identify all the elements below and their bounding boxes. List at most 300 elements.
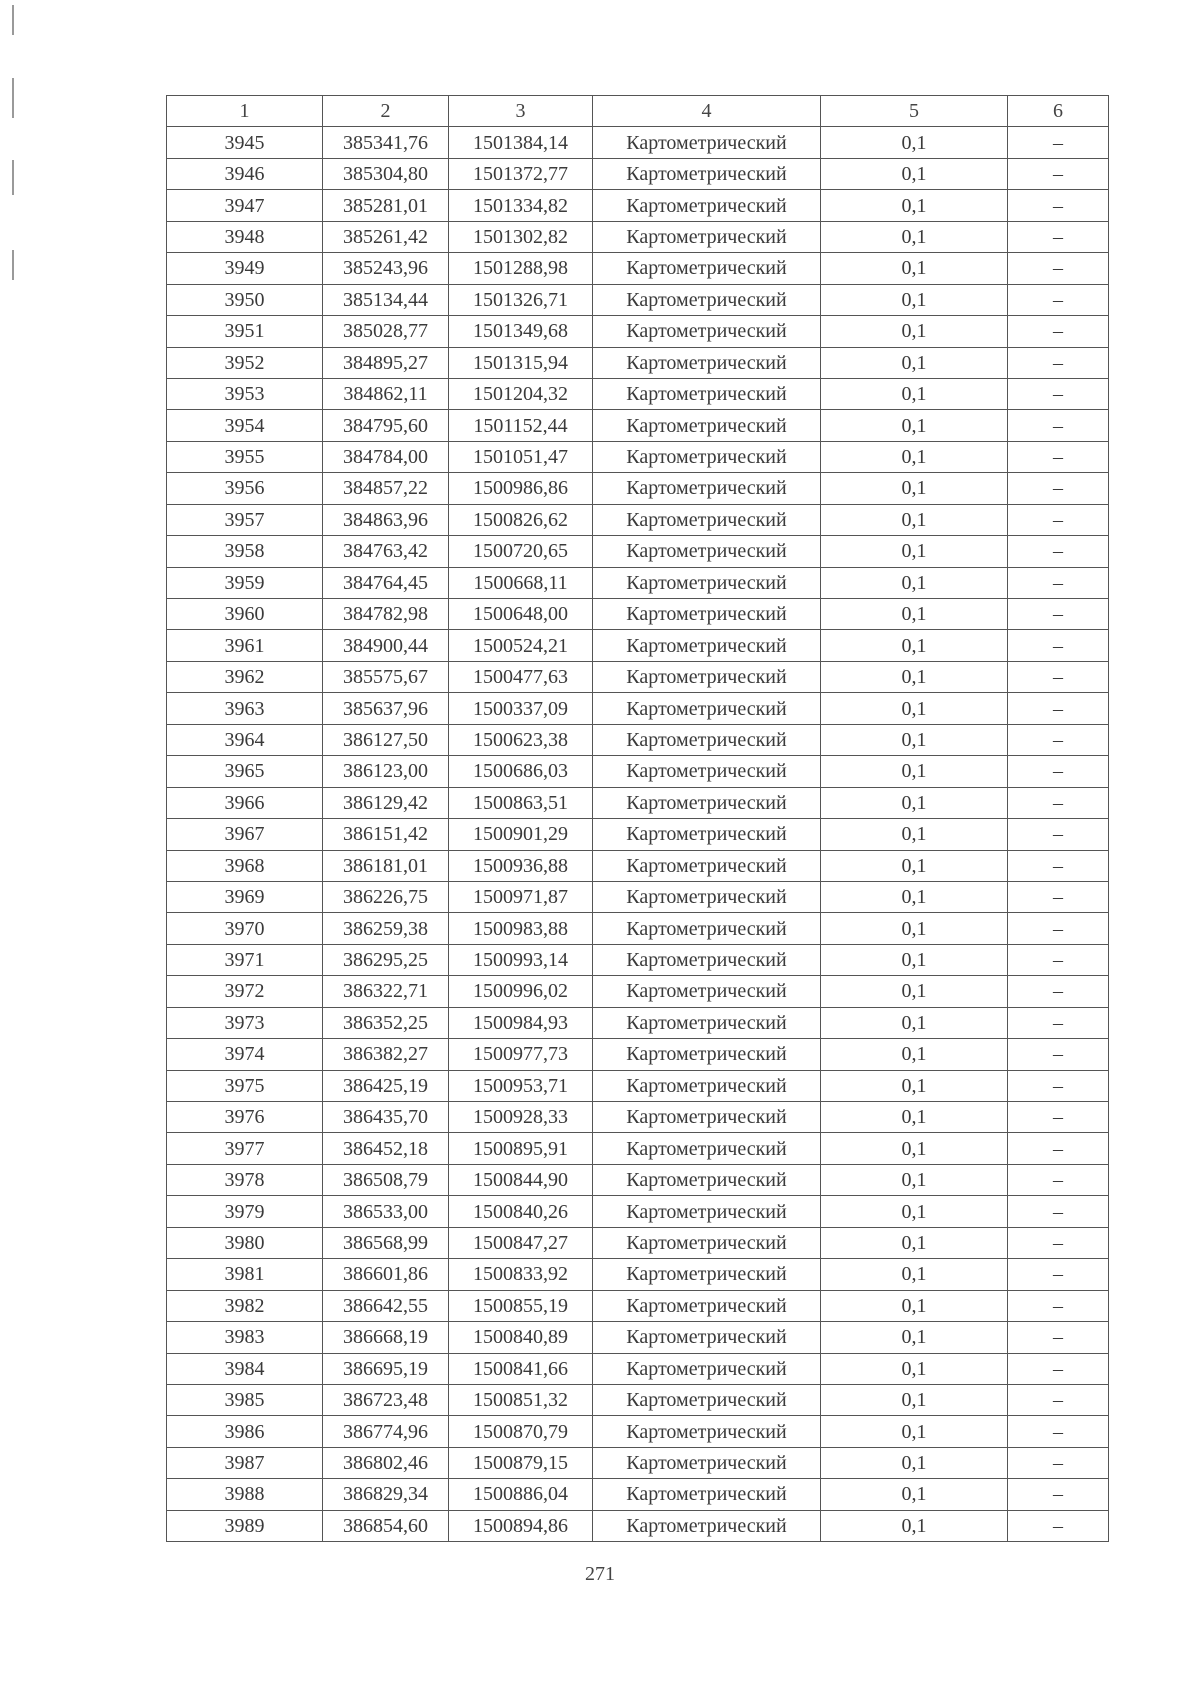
x-coordinate-cell: 385134,44 bbox=[323, 284, 449, 315]
accuracy-cell: 0,1 bbox=[821, 441, 1008, 472]
method-cell: Картометрический bbox=[593, 850, 821, 881]
point-number-cell: 3985 bbox=[167, 1384, 323, 1415]
point-number-cell: 3956 bbox=[167, 473, 323, 504]
table-row bbox=[167, 1196, 1109, 1227]
y-coordinate-cell: 1500928,33 bbox=[449, 1102, 593, 1133]
y-coordinate-cell: 1500623,38 bbox=[449, 724, 593, 755]
method-cell: Картометрический bbox=[593, 1416, 821, 1447]
x-coordinate-cell: 386226,75 bbox=[323, 881, 449, 912]
y-coordinate-cell: 1500886,04 bbox=[449, 1479, 593, 1510]
scan-artifact-mark bbox=[12, 78, 14, 118]
table-row bbox=[167, 630, 1109, 661]
accuracy-cell: 0,1 bbox=[821, 253, 1008, 284]
note-cell: – bbox=[1008, 1259, 1109, 1290]
y-coordinate-cell: 1500648,00 bbox=[449, 599, 593, 630]
column-header: 5 bbox=[821, 96, 1008, 127]
point-number-cell: 3973 bbox=[167, 1007, 323, 1038]
table-row bbox=[167, 944, 1109, 975]
accuracy-cell: 0,1 bbox=[821, 1479, 1008, 1510]
y-coordinate-cell: 1501288,98 bbox=[449, 253, 593, 284]
table-row bbox=[167, 1416, 1109, 1447]
method-cell: Картометрический bbox=[593, 567, 821, 598]
y-coordinate-cell: 1501334,82 bbox=[449, 190, 593, 221]
point-number-cell: 3945 bbox=[167, 127, 323, 158]
accuracy-cell: 0,1 bbox=[821, 127, 1008, 158]
table-row bbox=[167, 158, 1109, 189]
note-cell: – bbox=[1008, 1384, 1109, 1415]
table-row bbox=[167, 599, 1109, 630]
note-cell: – bbox=[1008, 410, 1109, 441]
table-row bbox=[167, 976, 1109, 1007]
table-row bbox=[167, 347, 1109, 378]
x-coordinate-cell: 386802,46 bbox=[323, 1447, 449, 1478]
method-cell: Картометрический bbox=[593, 881, 821, 912]
x-coordinate-cell: 386151,42 bbox=[323, 819, 449, 850]
point-number-cell: 3988 bbox=[167, 1479, 323, 1510]
x-coordinate-cell: 386829,34 bbox=[323, 1479, 449, 1510]
note-cell: – bbox=[1008, 1070, 1109, 1101]
note-cell: – bbox=[1008, 567, 1109, 598]
point-number-cell: 3954 bbox=[167, 410, 323, 441]
x-coordinate-cell: 386382,27 bbox=[323, 1039, 449, 1070]
method-cell: Картометрический bbox=[593, 158, 821, 189]
note-cell: – bbox=[1008, 1353, 1109, 1384]
note-cell: – bbox=[1008, 1133, 1109, 1164]
accuracy-cell: 0,1 bbox=[821, 1133, 1008, 1164]
y-coordinate-cell: 1500983,88 bbox=[449, 913, 593, 944]
method-cell: Картометрический bbox=[593, 976, 821, 1007]
scan-artifact-mark bbox=[12, 250, 14, 280]
x-coordinate-cell: 386123,00 bbox=[323, 756, 449, 787]
point-number-cell: 3958 bbox=[167, 536, 323, 567]
accuracy-cell: 0,1 bbox=[821, 819, 1008, 850]
table-row bbox=[167, 284, 1109, 315]
accuracy-cell: 0,1 bbox=[821, 567, 1008, 598]
x-coordinate-cell: 384895,27 bbox=[323, 347, 449, 378]
x-coordinate-cell: 386601,86 bbox=[323, 1259, 449, 1290]
x-coordinate-cell: 384900,44 bbox=[323, 630, 449, 661]
accuracy-cell: 0,1 bbox=[821, 724, 1008, 755]
point-number-cell: 3953 bbox=[167, 378, 323, 409]
method-cell: Картометрический bbox=[593, 1227, 821, 1258]
method-cell: Картометрический bbox=[593, 1384, 821, 1415]
y-coordinate-cell: 1500826,62 bbox=[449, 504, 593, 535]
point-number-cell: 3986 bbox=[167, 1416, 323, 1447]
point-number-cell: 3989 bbox=[167, 1510, 323, 1541]
table-row bbox=[167, 1353, 1109, 1384]
method-cell: Картометрический bbox=[593, 913, 821, 944]
method-cell: Картометрический bbox=[593, 1070, 821, 1101]
y-coordinate-cell: 1501302,82 bbox=[449, 221, 593, 252]
note-cell: – bbox=[1008, 787, 1109, 818]
point-number-cell: 3984 bbox=[167, 1353, 323, 1384]
table-row bbox=[167, 661, 1109, 692]
column-header: 4 bbox=[593, 96, 821, 127]
accuracy-cell: 0,1 bbox=[821, 976, 1008, 1007]
note-cell: – bbox=[1008, 536, 1109, 567]
method-cell: Картометрический bbox=[593, 599, 821, 630]
x-coordinate-cell: 386452,18 bbox=[323, 1133, 449, 1164]
y-coordinate-cell: 1500953,71 bbox=[449, 1070, 593, 1101]
accuracy-cell: 0,1 bbox=[821, 913, 1008, 944]
table-row bbox=[167, 1447, 1109, 1478]
x-coordinate-cell: 385304,80 bbox=[323, 158, 449, 189]
note-cell: – bbox=[1008, 1510, 1109, 1541]
point-number-cell: 3961 bbox=[167, 630, 323, 661]
method-cell: Картометрический bbox=[593, 1133, 821, 1164]
point-number-cell: 3977 bbox=[167, 1133, 323, 1164]
table-row bbox=[167, 787, 1109, 818]
y-coordinate-cell: 1500844,90 bbox=[449, 1164, 593, 1195]
x-coordinate-cell: 386508,79 bbox=[323, 1164, 449, 1195]
accuracy-cell: 0,1 bbox=[821, 504, 1008, 535]
page-number: 271 bbox=[585, 1563, 615, 1585]
x-coordinate-cell: 384863,96 bbox=[323, 504, 449, 535]
accuracy-cell: 0,1 bbox=[821, 1290, 1008, 1321]
point-number-cell: 3972 bbox=[167, 976, 323, 1007]
point-number-cell: 3962 bbox=[167, 661, 323, 692]
method-cell: Картометрический bbox=[593, 630, 821, 661]
note-cell: – bbox=[1008, 944, 1109, 975]
table-row bbox=[167, 1133, 1109, 1164]
method-cell: Картометрический bbox=[593, 1007, 821, 1038]
x-coordinate-cell: 386129,42 bbox=[323, 787, 449, 818]
point-number-cell: 3987 bbox=[167, 1447, 323, 1478]
accuracy-cell: 0,1 bbox=[821, 158, 1008, 189]
table-row bbox=[167, 1510, 1109, 1541]
point-number-cell: 3979 bbox=[167, 1196, 323, 1227]
accuracy-cell: 0,1 bbox=[821, 284, 1008, 315]
method-cell: Картометрический bbox=[593, 1039, 821, 1070]
point-number-cell: 3963 bbox=[167, 693, 323, 724]
method-cell: Картометрический bbox=[593, 1353, 821, 1384]
method-cell: Картометрический bbox=[593, 473, 821, 504]
method-cell: Картометрический bbox=[593, 819, 821, 850]
y-coordinate-cell: 1500855,19 bbox=[449, 1290, 593, 1321]
table-row bbox=[167, 1039, 1109, 1070]
method-cell: Картометрический bbox=[593, 536, 821, 567]
y-coordinate-cell: 1500901,29 bbox=[449, 819, 593, 850]
y-coordinate-cell: 1500841,66 bbox=[449, 1353, 593, 1384]
note-cell: – bbox=[1008, 473, 1109, 504]
scan-artifact-mark bbox=[12, 160, 14, 195]
accuracy-cell: 0,1 bbox=[821, 850, 1008, 881]
table-row bbox=[167, 1259, 1109, 1290]
table-row bbox=[167, 1227, 1109, 1258]
x-coordinate-cell: 385243,96 bbox=[323, 253, 449, 284]
note-cell: – bbox=[1008, 1102, 1109, 1133]
method-cell: Картометрический bbox=[593, 1447, 821, 1478]
note-cell: – bbox=[1008, 1290, 1109, 1321]
note-cell: – bbox=[1008, 724, 1109, 755]
point-number-cell: 3967 bbox=[167, 819, 323, 850]
accuracy-cell: 0,1 bbox=[821, 630, 1008, 661]
point-number-cell: 3978 bbox=[167, 1164, 323, 1195]
method-cell: Картометрический bbox=[593, 504, 821, 535]
x-coordinate-cell: 384857,22 bbox=[323, 473, 449, 504]
y-coordinate-cell: 1500996,02 bbox=[449, 976, 593, 1007]
point-number-cell: 3949 bbox=[167, 253, 323, 284]
table-row bbox=[167, 504, 1109, 535]
y-coordinate-cell: 1500477,63 bbox=[449, 661, 593, 692]
point-number-cell: 3955 bbox=[167, 441, 323, 472]
point-number-cell: 3950 bbox=[167, 284, 323, 315]
point-number-cell: 3960 bbox=[167, 599, 323, 630]
point-number-cell: 3982 bbox=[167, 1290, 323, 1321]
x-coordinate-cell: 384763,42 bbox=[323, 536, 449, 567]
table-row bbox=[167, 1007, 1109, 1038]
method-cell: Картометрический bbox=[593, 316, 821, 347]
note-cell: – bbox=[1008, 1447, 1109, 1478]
table-row bbox=[167, 881, 1109, 912]
method-cell: Картометрический bbox=[593, 1196, 821, 1227]
y-coordinate-cell: 1501384,14 bbox=[449, 127, 593, 158]
note-cell: – bbox=[1008, 504, 1109, 535]
note-cell: – bbox=[1008, 284, 1109, 315]
accuracy-cell: 0,1 bbox=[821, 410, 1008, 441]
y-coordinate-cell: 1500895,91 bbox=[449, 1133, 593, 1164]
point-number-cell: 3969 bbox=[167, 881, 323, 912]
accuracy-cell: 0,1 bbox=[821, 473, 1008, 504]
method-cell: Картометрический bbox=[593, 410, 821, 441]
note-cell: – bbox=[1008, 1039, 1109, 1070]
accuracy-cell: 0,1 bbox=[821, 1259, 1008, 1290]
y-coordinate-cell: 1500840,26 bbox=[449, 1196, 593, 1227]
note-cell: – bbox=[1008, 756, 1109, 787]
y-coordinate-cell: 1501315,94 bbox=[449, 347, 593, 378]
point-number-cell: 3946 bbox=[167, 158, 323, 189]
y-coordinate-cell: 1500971,87 bbox=[449, 881, 593, 912]
y-coordinate-cell: 1500993,14 bbox=[449, 944, 593, 975]
table-row bbox=[167, 441, 1109, 472]
method-cell: Картометрический bbox=[593, 724, 821, 755]
x-coordinate-cell: 384764,45 bbox=[323, 567, 449, 598]
table-row bbox=[167, 567, 1109, 598]
x-coordinate-cell: 385575,67 bbox=[323, 661, 449, 692]
note-cell: – bbox=[1008, 1164, 1109, 1195]
table-row bbox=[167, 693, 1109, 724]
y-coordinate-cell: 1500833,92 bbox=[449, 1259, 593, 1290]
method-cell: Картометрический bbox=[593, 221, 821, 252]
note-cell: – bbox=[1008, 347, 1109, 378]
method-cell: Картометрический bbox=[593, 190, 821, 221]
point-number-cell: 3968 bbox=[167, 850, 323, 881]
x-coordinate-cell: 386568,99 bbox=[323, 1227, 449, 1258]
point-number-cell: 3983 bbox=[167, 1322, 323, 1353]
method-cell: Картометрический bbox=[593, 1102, 821, 1133]
accuracy-cell: 0,1 bbox=[821, 378, 1008, 409]
column-header: 6 bbox=[1008, 96, 1109, 127]
scan-artifact-mark bbox=[12, 5, 14, 35]
x-coordinate-cell: 386322,71 bbox=[323, 976, 449, 1007]
note-cell: – bbox=[1008, 1007, 1109, 1038]
table-row bbox=[167, 253, 1109, 284]
method-cell: Картометрический bbox=[593, 661, 821, 692]
y-coordinate-cell: 1500686,03 bbox=[449, 756, 593, 787]
accuracy-cell: 0,1 bbox=[821, 536, 1008, 567]
table-row bbox=[167, 1479, 1109, 1510]
table-row bbox=[167, 190, 1109, 221]
note-cell: – bbox=[1008, 221, 1109, 252]
x-coordinate-cell: 384862,11 bbox=[323, 378, 449, 409]
method-cell: Картометрический bbox=[593, 1259, 821, 1290]
note-cell: – bbox=[1008, 316, 1109, 347]
y-coordinate-cell: 1501204,32 bbox=[449, 378, 593, 409]
x-coordinate-cell: 386425,19 bbox=[323, 1070, 449, 1101]
note-cell: – bbox=[1008, 881, 1109, 912]
y-coordinate-cell: 1500863,51 bbox=[449, 787, 593, 818]
x-coordinate-cell: 386668,19 bbox=[323, 1322, 449, 1353]
note-cell: – bbox=[1008, 819, 1109, 850]
y-coordinate-cell: 1501372,77 bbox=[449, 158, 593, 189]
x-coordinate-cell: 384782,98 bbox=[323, 599, 449, 630]
y-coordinate-cell: 1500984,93 bbox=[449, 1007, 593, 1038]
table-row bbox=[167, 536, 1109, 567]
x-coordinate-cell: 386352,25 bbox=[323, 1007, 449, 1038]
x-coordinate-cell: 386774,96 bbox=[323, 1416, 449, 1447]
method-cell: Картометрический bbox=[593, 1479, 821, 1510]
x-coordinate-cell: 386295,25 bbox=[323, 944, 449, 975]
accuracy-cell: 0,1 bbox=[821, 1102, 1008, 1133]
accuracy-cell: 0,1 bbox=[821, 221, 1008, 252]
x-coordinate-cell: 385261,42 bbox=[323, 221, 449, 252]
x-coordinate-cell: 385028,77 bbox=[323, 316, 449, 347]
table-row bbox=[167, 756, 1109, 787]
accuracy-cell: 0,1 bbox=[821, 1196, 1008, 1227]
point-number-cell: 3966 bbox=[167, 787, 323, 818]
accuracy-cell: 0,1 bbox=[821, 599, 1008, 630]
x-coordinate-cell: 386854,60 bbox=[323, 1510, 449, 1541]
method-cell: Картометрический bbox=[593, 127, 821, 158]
accuracy-cell: 0,1 bbox=[821, 1353, 1008, 1384]
point-number-cell: 3964 bbox=[167, 724, 323, 755]
x-coordinate-cell: 385637,96 bbox=[323, 693, 449, 724]
accuracy-cell: 0,1 bbox=[821, 316, 1008, 347]
accuracy-cell: 0,1 bbox=[821, 1322, 1008, 1353]
table-header-row bbox=[167, 96, 1109, 127]
table-row bbox=[167, 724, 1109, 755]
y-coordinate-cell: 1500879,15 bbox=[449, 1447, 593, 1478]
note-cell: – bbox=[1008, 913, 1109, 944]
x-coordinate-cell: 384784,00 bbox=[323, 441, 449, 472]
note-cell: – bbox=[1008, 1479, 1109, 1510]
y-coordinate-cell: 1500936,88 bbox=[449, 850, 593, 881]
note-cell: – bbox=[1008, 253, 1109, 284]
x-coordinate-cell: 386435,70 bbox=[323, 1102, 449, 1133]
y-coordinate-cell: 1501349,68 bbox=[449, 316, 593, 347]
x-coordinate-cell: 385341,76 bbox=[323, 127, 449, 158]
x-coordinate-cell: 386127,50 bbox=[323, 724, 449, 755]
accuracy-cell: 0,1 bbox=[821, 1164, 1008, 1195]
note-cell: – bbox=[1008, 441, 1109, 472]
table-row bbox=[167, 316, 1109, 347]
table-row bbox=[167, 913, 1109, 944]
y-coordinate-cell: 1500720,65 bbox=[449, 536, 593, 567]
y-coordinate-cell: 1500847,27 bbox=[449, 1227, 593, 1258]
x-coordinate-cell: 385281,01 bbox=[323, 190, 449, 221]
accuracy-cell: 0,1 bbox=[821, 1510, 1008, 1541]
point-number-cell: 3974 bbox=[167, 1039, 323, 1070]
method-cell: Картометрический bbox=[593, 693, 821, 724]
table-row bbox=[167, 1290, 1109, 1321]
method-cell: Картометрический bbox=[593, 378, 821, 409]
accuracy-cell: 0,1 bbox=[821, 944, 1008, 975]
y-coordinate-cell: 1500894,86 bbox=[449, 1510, 593, 1541]
y-coordinate-cell: 1500977,73 bbox=[449, 1039, 593, 1070]
note-cell: – bbox=[1008, 378, 1109, 409]
table-row bbox=[167, 1102, 1109, 1133]
table-row bbox=[167, 1322, 1109, 1353]
note-cell: – bbox=[1008, 1322, 1109, 1353]
accuracy-cell: 0,1 bbox=[821, 693, 1008, 724]
column-header: 1 bbox=[167, 96, 323, 127]
table-row bbox=[167, 473, 1109, 504]
point-number-cell: 3970 bbox=[167, 913, 323, 944]
point-number-cell: 3981 bbox=[167, 1259, 323, 1290]
note-cell: – bbox=[1008, 976, 1109, 1007]
point-number-cell: 3951 bbox=[167, 316, 323, 347]
accuracy-cell: 0,1 bbox=[821, 1039, 1008, 1070]
y-coordinate-cell: 1500870,79 bbox=[449, 1416, 593, 1447]
method-cell: Картометрический bbox=[593, 284, 821, 315]
note-cell: – bbox=[1008, 158, 1109, 189]
y-coordinate-cell: 1500524,21 bbox=[449, 630, 593, 661]
note-cell: – bbox=[1008, 693, 1109, 724]
method-cell: Картометрический bbox=[593, 1322, 821, 1353]
y-coordinate-cell: 1500851,32 bbox=[449, 1384, 593, 1415]
accuracy-cell: 0,1 bbox=[821, 1007, 1008, 1038]
accuracy-cell: 0,1 bbox=[821, 1447, 1008, 1478]
note-cell: – bbox=[1008, 599, 1109, 630]
column-header: 3 bbox=[449, 96, 593, 127]
method-cell: Картометрический bbox=[593, 944, 821, 975]
table-row bbox=[167, 410, 1109, 441]
accuracy-cell: 0,1 bbox=[821, 1070, 1008, 1101]
point-number-cell: 3965 bbox=[167, 756, 323, 787]
table-row bbox=[167, 221, 1109, 252]
x-coordinate-cell: 386259,38 bbox=[323, 913, 449, 944]
method-cell: Картометрический bbox=[593, 1164, 821, 1195]
y-coordinate-cell: 1501326,71 bbox=[449, 284, 593, 315]
accuracy-cell: 0,1 bbox=[821, 1416, 1008, 1447]
table-row bbox=[167, 1384, 1109, 1415]
note-cell: – bbox=[1008, 850, 1109, 881]
note-cell: – bbox=[1008, 190, 1109, 221]
accuracy-cell: 0,1 bbox=[821, 1227, 1008, 1258]
point-number-cell: 3975 bbox=[167, 1070, 323, 1101]
note-cell: – bbox=[1008, 1227, 1109, 1258]
accuracy-cell: 0,1 bbox=[821, 881, 1008, 912]
accuracy-cell: 0,1 bbox=[821, 1384, 1008, 1415]
note-cell: – bbox=[1008, 661, 1109, 692]
table-row bbox=[167, 1164, 1109, 1195]
method-cell: Картометрический bbox=[593, 1290, 821, 1321]
y-coordinate-cell: 1500337,09 bbox=[449, 693, 593, 724]
accuracy-cell: 0,1 bbox=[821, 347, 1008, 378]
method-cell: Картометрический bbox=[593, 756, 821, 787]
table-row bbox=[167, 819, 1109, 850]
y-coordinate-cell: 1501051,47 bbox=[449, 441, 593, 472]
accuracy-cell: 0,1 bbox=[821, 756, 1008, 787]
point-number-cell: 3952 bbox=[167, 347, 323, 378]
coordinates-table bbox=[166, 95, 1109, 1542]
x-coordinate-cell: 386723,48 bbox=[323, 1384, 449, 1415]
y-coordinate-cell: 1500840,89 bbox=[449, 1322, 593, 1353]
method-cell: Картометрический bbox=[593, 253, 821, 284]
x-coordinate-cell: 386181,01 bbox=[323, 850, 449, 881]
y-coordinate-cell: 1500986,86 bbox=[449, 473, 593, 504]
point-number-cell: 3948 bbox=[167, 221, 323, 252]
